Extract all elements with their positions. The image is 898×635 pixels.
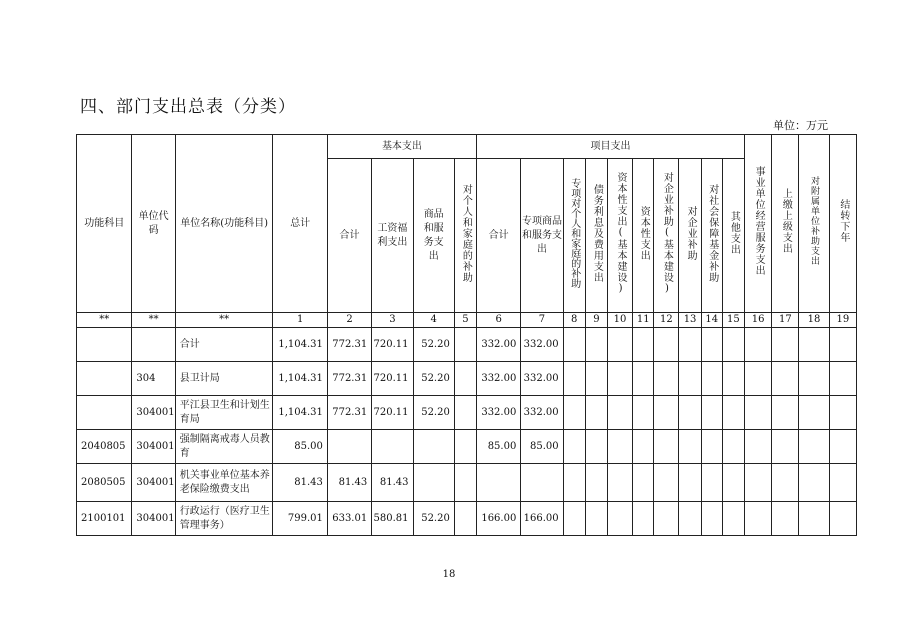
cell-name: 强制隔离戒毒人员教育 bbox=[175, 430, 273, 464]
empty-cell bbox=[585, 396, 607, 430]
empty-cell bbox=[607, 502, 632, 536]
cell-func bbox=[77, 328, 132, 362]
empty-cell bbox=[701, 430, 722, 464]
empty-cell bbox=[701, 362, 722, 396]
cell-func: 2040805 bbox=[77, 430, 132, 464]
empty-cell bbox=[799, 464, 829, 502]
empty-cell bbox=[745, 362, 772, 396]
unit-label: 单位：万元 bbox=[773, 119, 828, 132]
empty-cell bbox=[607, 362, 632, 396]
empty-cell bbox=[563, 362, 585, 396]
cell-basic-sum bbox=[327, 430, 371, 464]
empty-cell bbox=[772, 362, 799, 396]
empty-cell bbox=[633, 362, 654, 396]
empty-cell bbox=[585, 430, 607, 464]
empty-cell bbox=[772, 502, 799, 536]
empty-cell bbox=[772, 396, 799, 430]
cell-proj-sum: 332.00 bbox=[477, 328, 521, 362]
empty-cell bbox=[679, 464, 701, 502]
empty-cell bbox=[654, 430, 679, 464]
cell-code: 304 bbox=[132, 362, 175, 396]
header-business: 事业单位经营服务支出 bbox=[745, 135, 772, 313]
header-debt: 债务利息及费用支出 bbox=[585, 159, 607, 313]
empty-cell bbox=[829, 502, 856, 536]
page-number: 18 bbox=[442, 569, 456, 580]
cell-proj-sum: 166.00 bbox=[477, 502, 521, 536]
cell-basic-sum: 772.31 bbox=[327, 362, 371, 396]
header-proj-personal: 专项对个人和家庭的补助 bbox=[563, 159, 585, 313]
table-row bbox=[77, 396, 857, 430]
cell-basic-sum: 772.31 bbox=[327, 396, 371, 430]
empty-cell bbox=[679, 328, 701, 362]
empty-cell bbox=[654, 362, 679, 396]
empty-cell bbox=[829, 362, 856, 396]
header-capital-construct: 资本性支出(基本建设) bbox=[607, 159, 632, 313]
cell-basic-sum: 81.43 bbox=[327, 464, 371, 502]
cell-name: 合计 bbox=[175, 328, 273, 362]
cell-proj-sum: 332.00 bbox=[477, 396, 521, 430]
header-unit-name: 单位名称(功能科目) bbox=[175, 135, 273, 313]
header-other: 其他支出 bbox=[722, 159, 744, 313]
table-row bbox=[77, 362, 857, 396]
cell-code: 304001 bbox=[132, 430, 175, 464]
header-personal: 对个人和家庭的补助 bbox=[454, 159, 476, 313]
empty-cell bbox=[745, 328, 772, 362]
header-carry: 结转下年 bbox=[829, 135, 856, 313]
table-row bbox=[77, 328, 857, 362]
header-func-subject: 功能科目 bbox=[77, 135, 132, 313]
cell-total: 81.43 bbox=[273, 464, 327, 502]
header-capital: 资本性支出 bbox=[633, 159, 654, 313]
cell-personal bbox=[454, 430, 476, 464]
empty-cell bbox=[701, 464, 722, 502]
cell-basic-sum: 772.31 bbox=[327, 328, 371, 362]
cell-personal bbox=[454, 502, 476, 536]
empty-cell bbox=[829, 396, 856, 430]
empty-cell bbox=[563, 396, 585, 430]
cell-total: 1,104.31 bbox=[273, 396, 327, 430]
cell-func bbox=[77, 362, 132, 396]
empty-cell bbox=[799, 502, 829, 536]
empty-cell bbox=[722, 430, 744, 464]
empty-cell bbox=[633, 396, 654, 430]
cell-goods: 52.20 bbox=[413, 328, 454, 362]
empty-cell bbox=[633, 430, 654, 464]
empty-cell bbox=[585, 464, 607, 502]
empty-cell bbox=[829, 430, 856, 464]
cell-goods: 52.20 bbox=[413, 396, 454, 430]
cell-proj-sum: 332.00 bbox=[477, 362, 521, 396]
empty-cell bbox=[563, 464, 585, 502]
cell-wage bbox=[372, 430, 413, 464]
cell-func: 2080505 bbox=[77, 464, 132, 502]
empty-cell bbox=[654, 464, 679, 502]
empty-cell bbox=[772, 430, 799, 464]
empty-cell bbox=[563, 328, 585, 362]
cell-wage: 81.43 bbox=[372, 464, 413, 502]
empty-cell bbox=[745, 396, 772, 430]
cell-name: 机关事业单位基本养老保险缴费支出 bbox=[175, 464, 273, 502]
cell-proj-goods: 332.00 bbox=[521, 362, 563, 396]
empty-cell bbox=[633, 464, 654, 502]
empty-cell bbox=[563, 502, 585, 536]
empty-cell bbox=[607, 328, 632, 362]
header-project: 项目支出 bbox=[477, 135, 745, 159]
empty-cell bbox=[701, 396, 722, 430]
cell-code: 304001 bbox=[132, 502, 175, 536]
table-row bbox=[77, 502, 857, 536]
cell-wage: 720.11 bbox=[372, 328, 413, 362]
empty-cell bbox=[701, 328, 722, 362]
data-rows bbox=[77, 328, 857, 536]
empty-cell bbox=[585, 362, 607, 396]
cell-name: 县卫计局 bbox=[175, 362, 273, 396]
empty-cell bbox=[722, 502, 744, 536]
header-social: 对社会保障基金补助 bbox=[701, 159, 722, 313]
cell-personal bbox=[454, 362, 476, 396]
cell-goods: 52.20 bbox=[413, 362, 454, 396]
header-total: 总计 bbox=[273, 135, 327, 313]
empty-cell bbox=[679, 396, 701, 430]
cell-goods: 52.20 bbox=[413, 502, 454, 536]
index-row: ** ** ** 1 2 3 4 5 6 7 8 9 10 11 12 13 14 15 16 17 18 19 bbox=[77, 313, 857, 328]
empty-cell bbox=[585, 502, 607, 536]
empty-cell bbox=[679, 430, 701, 464]
table-row bbox=[77, 430, 857, 464]
cell-proj-goods: 332.00 bbox=[521, 396, 563, 430]
empty-cell bbox=[745, 464, 772, 502]
cell-wage: 580.81 bbox=[372, 502, 413, 536]
cell-total: 1,104.31 bbox=[273, 328, 327, 362]
header-basic-sum: 合计 bbox=[327, 159, 371, 313]
header-wage: 工资福利支出 bbox=[372, 159, 413, 313]
empty-cell bbox=[722, 362, 744, 396]
cell-personal bbox=[454, 396, 476, 430]
empty-cell bbox=[799, 362, 829, 396]
cell-goods bbox=[413, 464, 454, 502]
cell-personal bbox=[454, 328, 476, 362]
empty-cell bbox=[563, 430, 585, 464]
cell-total: 1,104.31 bbox=[273, 362, 327, 396]
empty-cell bbox=[772, 328, 799, 362]
table-row bbox=[77, 464, 857, 502]
empty-cell bbox=[654, 502, 679, 536]
empty-cell bbox=[585, 328, 607, 362]
cell-wage: 720.11 bbox=[372, 362, 413, 396]
empty-cell bbox=[799, 430, 829, 464]
cell-name: 平江县卫生和计划生育局 bbox=[175, 396, 273, 430]
cell-proj-goods: 332.00 bbox=[521, 328, 563, 362]
header-proj-goods: 专项商品和服务支出 bbox=[521, 159, 563, 313]
page-title: 四、部门支出总表（分类） bbox=[80, 97, 296, 117]
empty-cell bbox=[633, 502, 654, 536]
empty-cell bbox=[829, 328, 856, 362]
cell-basic-sum: 633.01 bbox=[327, 502, 371, 536]
header-enterprise-construct: 对企业补助(基本建设) bbox=[654, 159, 679, 313]
empty-cell bbox=[607, 464, 632, 502]
empty-cell bbox=[799, 328, 829, 362]
empty-cell bbox=[799, 396, 829, 430]
header-proj-sum: 合计 bbox=[477, 159, 521, 313]
cell-proj-goods: 85.00 bbox=[521, 430, 563, 464]
empty-cell bbox=[745, 502, 772, 536]
header-goods: 商品和服务支出 bbox=[413, 159, 454, 313]
header-basic: 基本支出 bbox=[327, 135, 476, 159]
empty-cell bbox=[701, 502, 722, 536]
empty-cell bbox=[722, 396, 744, 430]
cell-wage: 720.11 bbox=[372, 396, 413, 430]
empty-cell bbox=[654, 396, 679, 430]
expenditure-table bbox=[76, 134, 857, 536]
cell-code: 304001 bbox=[132, 396, 175, 430]
empty-cell bbox=[772, 464, 799, 502]
empty-cell bbox=[607, 396, 632, 430]
cell-name: 行政运行（医疗卫生管理事务） bbox=[175, 502, 273, 536]
header-affiliated: 对附属单位补助支出 bbox=[799, 135, 829, 313]
empty-cell bbox=[607, 430, 632, 464]
cell-goods bbox=[413, 430, 454, 464]
cell-proj-sum bbox=[477, 464, 521, 502]
cell-proj-goods: 166.00 bbox=[521, 502, 563, 536]
cell-proj-sum: 85.00 bbox=[477, 430, 521, 464]
empty-cell bbox=[745, 430, 772, 464]
empty-cell bbox=[829, 464, 856, 502]
empty-cell bbox=[633, 328, 654, 362]
header-unit-code: 单位代码 bbox=[132, 135, 175, 313]
cell-total: 799.01 bbox=[273, 502, 327, 536]
empty-cell bbox=[679, 362, 701, 396]
empty-cell bbox=[679, 502, 701, 536]
empty-cell bbox=[722, 328, 744, 362]
empty-cell bbox=[722, 464, 744, 502]
empty-cell bbox=[654, 328, 679, 362]
header-upper: 上缴上级支出 bbox=[772, 135, 799, 313]
cell-personal bbox=[454, 464, 476, 502]
cell-total: 85.00 bbox=[273, 430, 327, 464]
cell-proj-goods bbox=[521, 464, 563, 502]
cell-code bbox=[132, 328, 175, 362]
header-enterprise: 对企业补助 bbox=[679, 159, 701, 313]
cell-func: 2100101 bbox=[77, 502, 132, 536]
cell-func bbox=[77, 396, 132, 430]
cell-code: 304001 bbox=[132, 464, 175, 502]
